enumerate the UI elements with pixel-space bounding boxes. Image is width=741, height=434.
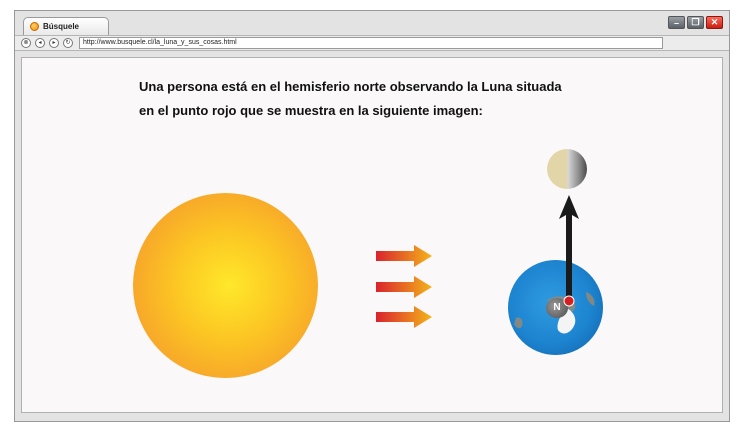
question-line-1: Una persona está en el hemisferio norte observando la Luna situada [139,79,562,94]
minimize-button[interactable]: – [668,16,685,29]
restore-button[interactable]: ❐ [687,16,704,29]
moon [547,149,587,189]
back-button[interactable]: ◂ [35,38,45,48]
observer-point [564,296,574,306]
question-text [139,75,609,123]
sun [133,193,318,378]
browser-tab[interactable] [23,17,109,35]
north-pole-marker: N [546,298,568,318]
sunlight-arrow-2 [376,276,434,298]
sunlight-arrow-1 [376,245,434,267]
reload-button[interactable]: ↻ [63,38,73,48]
forward-button[interactable]: ▸ [49,38,59,48]
window-controls [668,16,723,29]
browser-window [14,10,730,422]
observer-line-of-sight [558,195,580,307]
stop-button[interactable]: ⊗ [21,38,31,48]
close-button[interactable]: ✕ [706,16,723,29]
browser-logo-icon [30,22,39,31]
question-line-2: en el punto rojo que se muestra en la siguiente imagen: [139,103,483,118]
navigation-bar [15,35,729,51]
address-bar[interactable]: http://www.busquele.cl/la_luna_y_sus_cosas.html [79,37,663,49]
sunlight-arrow-3 [376,306,434,328]
tab-title: Búsquele [43,22,80,31]
